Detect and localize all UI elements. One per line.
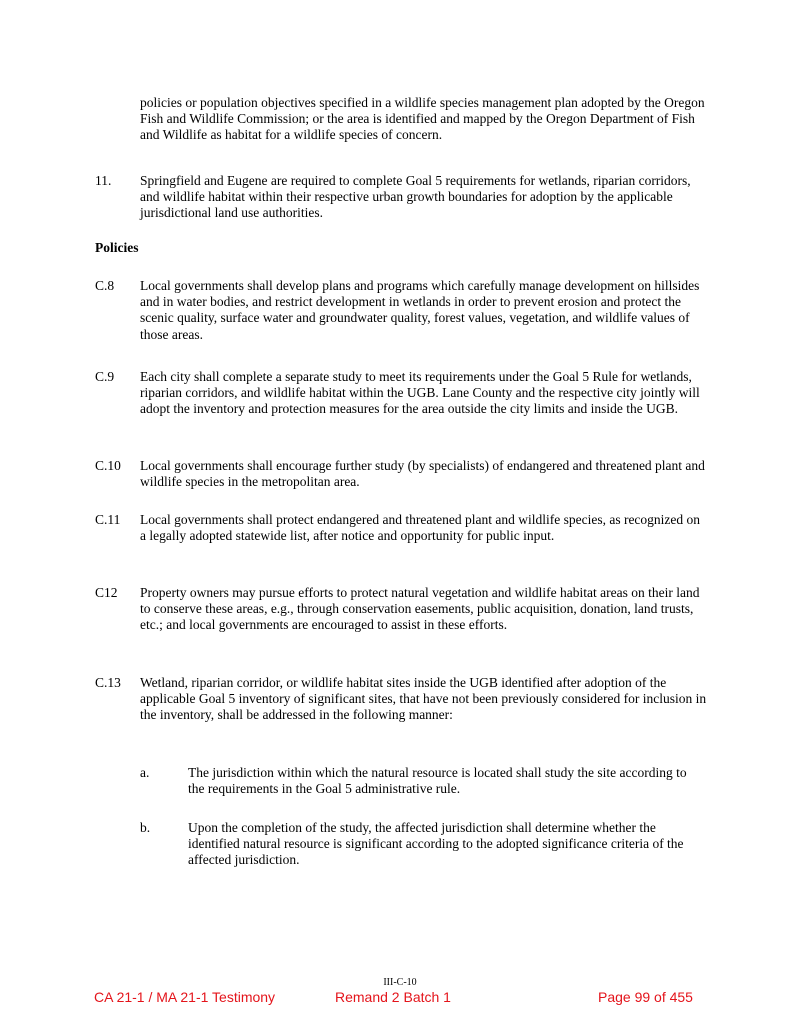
footer-left: CA 21-1 / MA 21-1 Testimony <box>94 989 276 1005</box>
intro-paragraph: policies or population objectives specified in a wildlife species management plan adopted by the Oregon Fish and Wildlife Commission; or the area is identified and mapped by the Oregon Department of Fish and Wildlife as habitat for a wildlife species of concern. <box>140 95 705 143</box>
footer-center: Remand 2 Batch 1 <box>335 989 451 1005</box>
policies-heading: Policies <box>95 240 139 255</box>
policy-c9-text: Each city shall complete a separate study to meet its requirements under the Goal 5 Rule for wetlands, riparian corridors, and wildlife habitat within the UGB. Lane County and the respective city jointly will adopt the inventory and protection measures for the area outside the city limits and inside the UGB. <box>140 369 700 417</box>
policy-c11-text: Local governments shall protect endangered and threatened plant and wildlife species, as recognized on a legally adopted statewide list, after notice and opportunity for public input. <box>140 512 701 544</box>
item-11-text: Springfield and Eugene are required to complete Goal 5 requirements for wetlands, riparian corridors, and wildlife habitat within their respective urban growth boundaries for adoption by the applicable jurisdictional land use authorities. <box>140 173 691 221</box>
policy-c13-text: Wetland, riparian corridor, or wildlife habitat sites inside the UGB identified after adoption of the applicable Goal 5 inventory of significant sites, that have not been previously considered for inclusion in the inventory, shall be addressed in the following manner: <box>140 675 707 723</box>
policy-c9-number: C.9 <box>95 369 115 384</box>
footer-right: Page 99 of 455 <box>598 989 693 1005</box>
subitem-b-letter: b. <box>140 820 151 835</box>
subitem-a-text: The jurisdiction within which the natural resource is located shall study the site according to the requirements in the Goal 5 administrative rule. <box>188 765 687 797</box>
policy-c13-number: C.13 <box>95 675 121 690</box>
policy-c8-text: Local governments shall develop plans and programs which carefully manage development on hillsides and in water bodies, and restrict development in wetlands in order to prevent erosion and protect the scenic quality, surface water and groundwater quality, forest values, vegetation, and wildlife values of those areas. <box>140 278 700 342</box>
subitem-a-letter: a. <box>140 765 150 780</box>
policy-c12-number: C12 <box>95 585 118 600</box>
policy-c11-number: C.11 <box>95 512 121 527</box>
item-11-number: 11. <box>95 173 112 188</box>
policy-c12-text: Property owners may pursue efforts to protect natural vegetation and wildlife habitat areas on their land to conserve these areas, e.g., through conservation easements, public acquisition, donation, land trusts, etc.; and local governments are encouraged to assist in these efforts. <box>140 585 700 633</box>
subitem-b-text: Upon the completion of the study, the affected jurisdiction shall determine whether the identified natural resource is significant according to the adopted significance criteria of the affected jurisdiction. <box>188 820 684 868</box>
policy-c8-number: C.8 <box>95 278 115 293</box>
policy-c10-number: C.10 <box>95 458 121 473</box>
page-number: III-C-10 <box>383 977 417 988</box>
policy-c10-text: Local governments shall encourage further study (by specialists) of endangered and threatened plant and wildlife species in the metropolitan area. <box>140 458 705 490</box>
